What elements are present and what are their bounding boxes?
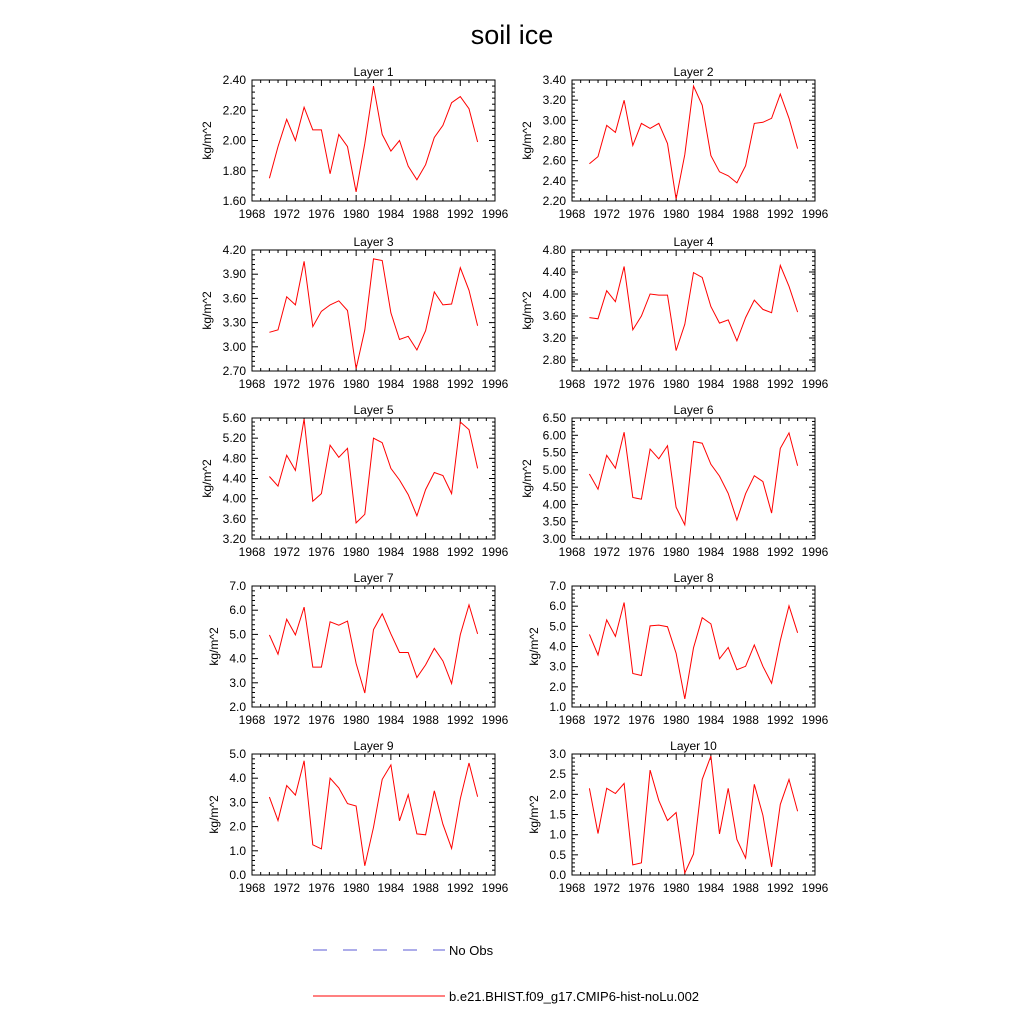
x-tick-label: 1980 xyxy=(342,377,370,391)
x-tick-label: 1996 xyxy=(801,545,829,559)
y-tick-label: 4.20 xyxy=(222,243,246,257)
x-tick-label: 1988 xyxy=(412,377,439,391)
x-tick-label: 1988 xyxy=(732,207,759,221)
x-tick-label: 1976 xyxy=(308,545,335,559)
y-tick-label: 6.0 xyxy=(549,599,566,614)
x-tick-label: 1980 xyxy=(342,881,370,895)
y-axis-label: kg/m^2 xyxy=(206,627,221,666)
y-tick-label: 5.60 xyxy=(222,411,246,425)
x-tick-label: 1996 xyxy=(481,545,509,559)
plot-frame xyxy=(572,418,815,539)
x-tick-label: 1988 xyxy=(732,881,759,895)
series-line xyxy=(269,259,477,369)
x-tick-label: 1972 xyxy=(593,881,621,895)
legend-obs-label: No Obs xyxy=(449,943,494,958)
x-tick-label: 1992 xyxy=(766,881,794,895)
y-tick-label: 3.0 xyxy=(229,675,246,690)
x-tick-label: 1980 xyxy=(662,881,690,895)
x-tick-label: 1972 xyxy=(273,377,301,391)
x-tick-label: 1968 xyxy=(238,377,266,391)
series-line xyxy=(269,605,477,693)
x-tick-label: 1984 xyxy=(697,881,725,895)
x-tick-label: 1992 xyxy=(446,881,474,895)
x-tick-label: 1976 xyxy=(308,713,335,727)
y-tick-label: 7.0 xyxy=(229,579,246,593)
panel-layer-8 xyxy=(527,571,829,727)
y-tick-label: 3.00 xyxy=(542,532,566,546)
x-tick-label: 1984 xyxy=(697,545,725,559)
y-tick-label: 2.80 xyxy=(542,133,566,148)
y-tick-label: 7.0 xyxy=(549,579,566,593)
y-tick-label: 4.80 xyxy=(222,451,246,466)
y-tick-label: 4.00 xyxy=(542,287,566,301)
x-tick-label: 1996 xyxy=(481,713,509,727)
y-tick-label: 4.0 xyxy=(229,651,246,666)
y-tick-label: 4.00 xyxy=(222,491,246,506)
series-line xyxy=(589,86,797,199)
x-tick-label: 1972 xyxy=(593,377,621,391)
x-tick-label: 1972 xyxy=(273,207,301,221)
y-tick-label: 2.00 xyxy=(222,133,246,148)
x-tick-label: 1996 xyxy=(801,207,829,221)
y-tick-label: 6.50 xyxy=(542,411,566,425)
x-tick-label: 1968 xyxy=(238,713,266,727)
y-tick-label: 1.5 xyxy=(549,807,566,822)
x-tick-label: 1996 xyxy=(481,377,509,391)
y-tick-label: 1.0 xyxy=(549,827,566,842)
panel-layer-5 xyxy=(200,403,508,559)
x-tick-label: 1988 xyxy=(412,881,439,895)
y-tick-label: 3.0 xyxy=(549,747,566,761)
x-tick-label: 1992 xyxy=(766,713,794,727)
panel-title: Layer 2 xyxy=(673,65,714,79)
panel-grid xyxy=(200,65,828,895)
x-tick-label: 1988 xyxy=(412,207,439,221)
x-tick-label: 1992 xyxy=(766,377,794,391)
x-tick-label: 1972 xyxy=(593,545,621,559)
x-tick-label: 1980 xyxy=(662,377,690,391)
plot-frame xyxy=(572,250,815,371)
plot-frame xyxy=(252,754,495,875)
panel-title: Layer 6 xyxy=(673,403,714,417)
y-tick-label: 1.0 xyxy=(549,700,566,714)
plot-frame xyxy=(252,250,495,371)
y-tick-label: 3.20 xyxy=(542,331,566,345)
panel-layer-4 xyxy=(520,235,828,391)
x-tick-label: 1976 xyxy=(308,377,335,391)
panel-layer-6 xyxy=(520,403,828,559)
y-tick-label: 2.80 xyxy=(542,353,566,367)
x-tick-label: 1992 xyxy=(446,377,474,391)
x-tick-label: 1968 xyxy=(558,545,586,559)
y-tick-label: 2.0 xyxy=(549,679,566,694)
y-tick-label: 6.0 xyxy=(229,603,246,618)
series-line xyxy=(269,761,477,866)
y-tick-label: 2.0 xyxy=(229,700,246,714)
y-tick-label: 0.5 xyxy=(549,847,566,862)
series-line xyxy=(589,756,797,873)
y-tick-label: 5.0 xyxy=(549,619,566,634)
x-tick-label: 1972 xyxy=(593,713,621,727)
y-axis-label: kg/m^2 xyxy=(200,291,215,330)
x-tick-label: 1992 xyxy=(446,545,474,559)
y-tick-label: 2.20 xyxy=(222,103,246,118)
y-tick-label: 5.50 xyxy=(542,445,566,460)
x-tick-label: 1976 xyxy=(308,881,335,895)
legend-model-label: b.e21.BHIST.f09_g17.CMIP6-hist-noLu.002 xyxy=(449,989,700,1004)
x-tick-label: 1980 xyxy=(342,545,370,559)
x-tick-label: 1984 xyxy=(697,207,725,221)
y-tick-label: 4.00 xyxy=(542,497,566,512)
x-tick-label: 1972 xyxy=(273,713,301,727)
x-tick-label: 1968 xyxy=(238,881,266,895)
y-tick-label: 3.90 xyxy=(222,267,246,282)
x-tick-label: 1980 xyxy=(662,545,690,559)
y-tick-label: 2.5 xyxy=(549,767,566,782)
y-tick-label: 3.60 xyxy=(222,511,246,526)
x-tick-label: 1976 xyxy=(628,881,655,895)
y-tick-label: 0.0 xyxy=(229,868,246,882)
series-line xyxy=(589,432,797,525)
series-line xyxy=(589,265,797,350)
y-axis-label: kg/m^2 xyxy=(520,121,535,160)
x-tick-label: 1992 xyxy=(766,207,794,221)
x-tick-label: 1992 xyxy=(446,207,474,221)
x-tick-label: 1984 xyxy=(377,207,405,221)
panel-layer-3 xyxy=(200,235,508,391)
panel-title: Layer 4 xyxy=(673,235,714,249)
y-tick-label: 2.20 xyxy=(542,194,566,208)
x-tick-label: 1976 xyxy=(628,545,655,559)
x-tick-label: 1980 xyxy=(662,713,690,727)
x-tick-label: 1988 xyxy=(732,713,759,727)
y-axis-label: kg/m^2 xyxy=(526,795,541,834)
x-tick-label: 1968 xyxy=(558,207,586,221)
x-tick-label: 1972 xyxy=(273,881,301,895)
y-axis-label: kg/m^2 xyxy=(520,459,535,498)
y-tick-label: 2.70 xyxy=(222,364,246,378)
panel-layer-1 xyxy=(200,65,508,221)
x-tick-label: 1984 xyxy=(697,377,725,391)
y-tick-label: 3.40 xyxy=(542,73,566,87)
y-tick-label: 3.60 xyxy=(542,309,566,323)
x-tick-label: 1996 xyxy=(481,207,509,221)
y-tick-label: 4.0 xyxy=(229,771,246,786)
y-tick-label: 4.40 xyxy=(542,265,566,279)
legend xyxy=(313,943,699,1004)
x-tick-label: 1976 xyxy=(628,377,655,391)
y-tick-label: 2.60 xyxy=(542,153,566,168)
y-tick-label: 3.0 xyxy=(549,659,566,674)
y-axis-label: kg/m^2 xyxy=(200,121,215,160)
series-line xyxy=(589,603,797,699)
x-tick-label: 1996 xyxy=(481,881,509,895)
y-tick-label: 5.0 xyxy=(229,627,246,642)
x-tick-label: 1972 xyxy=(273,545,301,559)
x-tick-label: 1972 xyxy=(593,207,621,221)
y-tick-label: 3.60 xyxy=(222,291,246,306)
panel-layer-2 xyxy=(520,65,828,221)
x-tick-label: 1984 xyxy=(377,881,405,895)
y-tick-label: 4.80 xyxy=(542,243,566,257)
series-line xyxy=(269,86,477,192)
x-tick-label: 1968 xyxy=(238,545,266,559)
y-tick-label: 2.0 xyxy=(549,787,566,802)
y-tick-label: 5.0 xyxy=(229,747,246,761)
x-tick-label: 1976 xyxy=(308,207,335,221)
y-axis-label: kg/m^2 xyxy=(526,627,541,666)
x-tick-label: 1968 xyxy=(558,377,586,391)
y-tick-label: 5.00 xyxy=(542,462,566,477)
y-tick-label: 6.00 xyxy=(542,428,566,443)
y-tick-label: 5.20 xyxy=(222,431,246,446)
y-tick-label: 2.40 xyxy=(542,173,566,188)
y-tick-label: 0.0 xyxy=(549,868,566,882)
y-tick-label: 4.50 xyxy=(542,480,566,495)
panel-title: Layer 8 xyxy=(673,571,714,585)
y-tick-label: 3.30 xyxy=(222,315,246,330)
panel-title: Layer 9 xyxy=(353,739,394,753)
y-tick-label: 1.0 xyxy=(229,843,246,858)
y-tick-label: 4.40 xyxy=(222,471,246,486)
x-tick-label: 1980 xyxy=(342,713,370,727)
x-tick-label: 1988 xyxy=(732,377,759,391)
y-tick-label: 3.20 xyxy=(222,532,246,546)
x-tick-label: 1984 xyxy=(377,545,405,559)
series-line xyxy=(269,419,477,523)
figure-title: soil ice xyxy=(470,20,554,50)
y-tick-label: 3.20 xyxy=(542,93,566,108)
x-tick-label: 1980 xyxy=(662,207,690,221)
y-tick-label: 2.40 xyxy=(222,73,246,87)
x-tick-label: 1996 xyxy=(801,377,829,391)
x-tick-label: 1984 xyxy=(377,377,405,391)
panel-layer-10 xyxy=(527,739,829,895)
y-axis-label: kg/m^2 xyxy=(206,795,221,834)
x-tick-label: 1968 xyxy=(558,881,586,895)
y-tick-label: 1.60 xyxy=(222,194,246,208)
x-tick-label: 1996 xyxy=(801,881,829,895)
x-tick-label: 1988 xyxy=(412,713,439,727)
y-axis-label: kg/m^2 xyxy=(200,459,215,498)
panel-title: Layer 1 xyxy=(353,65,394,79)
panel-title: Layer 10 xyxy=(670,739,717,753)
panel-title: Layer 7 xyxy=(353,571,394,585)
x-tick-label: 1968 xyxy=(558,713,586,727)
x-tick-label: 1976 xyxy=(628,207,655,221)
panel-layer-7 xyxy=(207,571,509,727)
panel-layer-9 xyxy=(207,739,509,895)
y-tick-label: 3.00 xyxy=(542,113,566,128)
x-tick-label: 1984 xyxy=(377,713,405,727)
y-tick-label: 4.0 xyxy=(549,639,566,654)
panel-title: Layer 5 xyxy=(353,403,394,417)
x-tick-label: 1996 xyxy=(801,713,829,727)
x-tick-label: 1976 xyxy=(628,713,655,727)
y-tick-label: 2.0 xyxy=(229,819,246,834)
y-tick-label: 3.00 xyxy=(222,339,246,354)
x-tick-label: 1984 xyxy=(697,713,725,727)
x-tick-label: 1992 xyxy=(446,713,474,727)
panel-title: Layer 3 xyxy=(353,235,394,249)
x-tick-label: 1988 xyxy=(732,545,759,559)
x-tick-label: 1968 xyxy=(238,207,266,221)
y-axis-label: kg/m^2 xyxy=(520,291,535,330)
y-tick-label: 1.80 xyxy=(222,163,246,178)
y-tick-label: 3.0 xyxy=(229,795,246,810)
x-tick-label: 1988 xyxy=(412,545,439,559)
x-tick-label: 1980 xyxy=(342,207,370,221)
x-tick-label: 1992 xyxy=(766,545,794,559)
y-tick-label: 3.50 xyxy=(542,514,566,529)
